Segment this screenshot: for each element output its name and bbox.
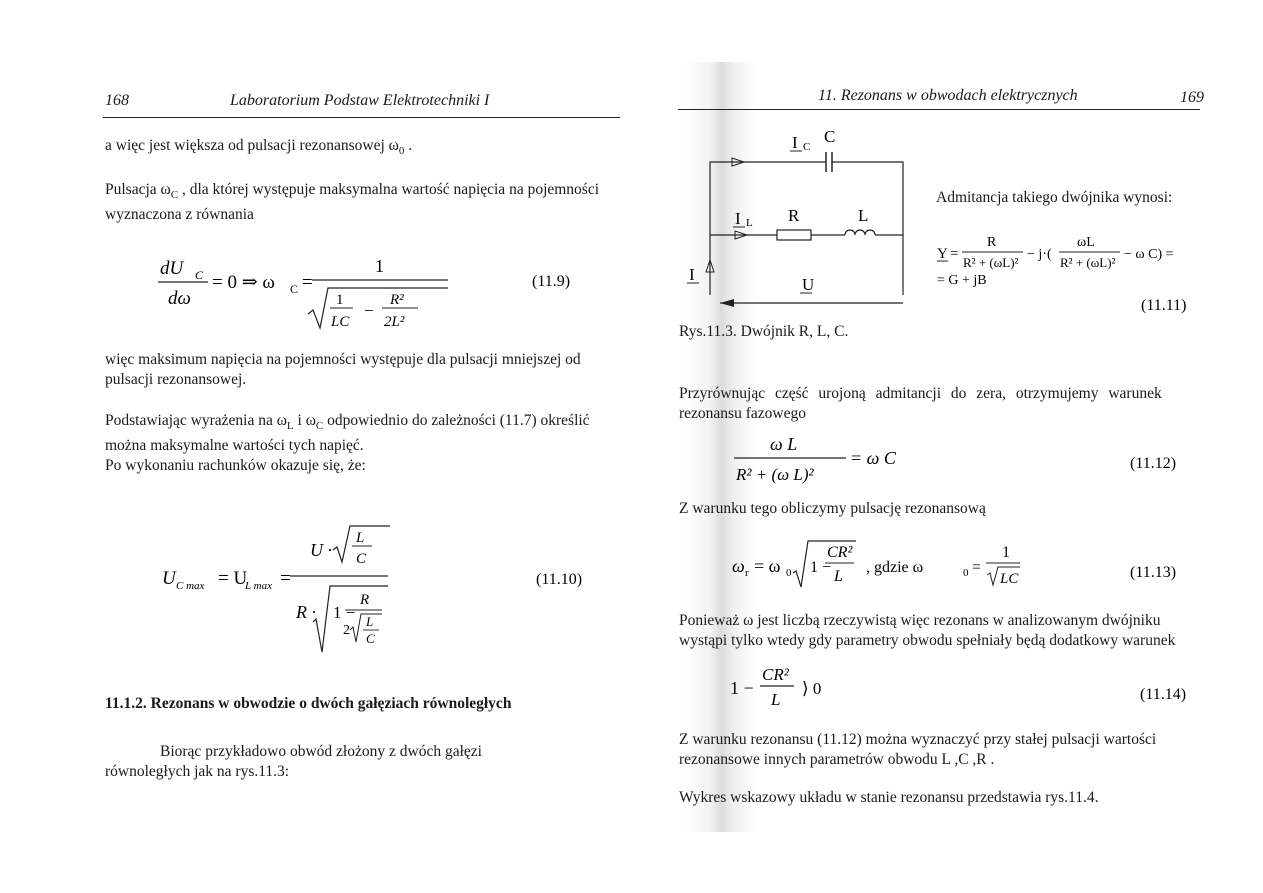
svg-text:(11.11): (11.11) [1141, 297, 1187, 314]
svg-text:U: U [162, 568, 176, 589]
svg-text:1: 1 [1002, 544, 1010, 561]
admittance-text: Admitancja takiego dwójnika wynosi: [936, 189, 1173, 206]
svg-text:(11.13): (11.13) [1130, 564, 1177, 581]
svg-text:= ω: = ω [754, 556, 781, 576]
svg-text:1: 1 [375, 256, 384, 276]
svg-text:= U: = U [218, 568, 248, 589]
svg-text:(11.9): (11.9) [532, 273, 571, 290]
right-page-number: 169 [1180, 89, 1204, 106]
left-page-number: 168 [105, 92, 129, 109]
svg-text:L: L [356, 530, 365, 546]
svg-text:=: = [302, 272, 313, 293]
equation-11-9 [150, 248, 610, 338]
svg-text:L: L [858, 206, 869, 225]
svg-text:=: = [280, 568, 291, 589]
circuit-diagram-rlc [680, 120, 910, 320]
svg-text:2L²: 2L² [384, 314, 405, 330]
svg-text:R² + (ω L)²: R² + (ω L)² [736, 465, 814, 484]
left-paragraph-1: a więc jest większa od pulsacji rezonansowej $\omega_0$ . [105, 137, 413, 158]
svg-text:L: L [771, 690, 781, 709]
svg-text:I: I [735, 209, 741, 228]
right-header-rule [678, 109, 1200, 110]
svg-text:LC: LC [331, 314, 350, 330]
svg-text:2: 2 [343, 623, 350, 638]
svg-text:R² + (ωL)²: R² + (ωL)² [963, 255, 1019, 270]
svg-text:dU: dU [160, 258, 184, 279]
svg-text:R: R [987, 235, 997, 250]
svg-text:− ω C) =: − ω C) = [1124, 247, 1174, 262]
svg-text:= G + jB: = G + jB [937, 273, 987, 288]
svg-text:U: U [802, 275, 815, 294]
svg-text:L: L [834, 568, 843, 585]
right-paragraph-2: Z warunku tego obliczymy pulsację rezonansową [679, 500, 986, 517]
svg-text:− j·(: − j·( [1027, 247, 1052, 262]
svg-text:1 −: 1 − [730, 678, 754, 698]
inductor-symbol [845, 230, 875, 235]
svg-text:(11.10): (11.10) [536, 571, 583, 588]
equation-11-10 [150, 512, 610, 662]
svg-text:C: C [195, 268, 204, 282]
svg-text:CR²: CR² [762, 665, 789, 684]
svg-text:ωL: ωL [1077, 235, 1095, 250]
left-paragraph-3: więc maksimum napięcia na pojemności występuje dla pulsacji mniejszej od pulsacji rezonansowej. [105, 351, 581, 388]
svg-text:C: C [366, 631, 375, 646]
svg-text:I: I [792, 133, 798, 152]
svg-text:U ·: U · [310, 540, 332, 560]
equation-11-14 [720, 660, 1200, 718]
svg-text:=: = [972, 559, 982, 576]
svg-text:R ·: R · [296, 602, 316, 622]
right-header-title: 11. Rezonans w obwodach elektrycznych [818, 87, 1078, 104]
right-paragraph-1: Przyrównując część urojoną admitancji do zera, otrzymujemy warunek rezonansu fazowego [679, 385, 1162, 422]
section-heading-11-1-2: 11.1.2. Rezonans w obwodzie o dwóch gałęziach równoległych [105, 695, 512, 712]
right-paragraph-4: Z warunku rezonansu (11.12) można wyznaczyć przy stałej pulsacji wartości rezonansowe innych parametrów obwodu L ,C ,R . [679, 731, 1157, 768]
svg-text:=: = [950, 246, 959, 262]
svg-text:L: L [366, 614, 374, 629]
svg-text:0: 0 [963, 567, 969, 579]
svg-text:C: C [356, 551, 367, 567]
svg-text:R²: R² [390, 292, 404, 308]
svg-text:dω: dω [168, 288, 191, 309]
left-paragraph-4: Podstawiając wyrażenia na $\omega_L$ i $\omega_C$ odpowiednio do zależności (11.7) określić można maksymalne wartości tych napięć. Po wykonaniu rachunków okazuje się, że: [105, 412, 590, 475]
svg-text:r: r [745, 567, 749, 579]
svg-text:I: I [689, 265, 695, 284]
svg-text:1 −: 1 − [333, 603, 356, 622]
right-paragraph-3: Ponieważ ω jest liczbą rzeczywistą więc rezonans w analizowanym dwójniku wystąpi tylko wtedy gdy parametry obwodu spełniały będą dodatkowy warunek [679, 612, 1176, 649]
svg-text:ω: ω [732, 556, 745, 576]
svg-text:1: 1 [336, 292, 344, 308]
svg-text:(11.14): (11.14) [1140, 686, 1187, 703]
circuit-wire-right [832, 162, 903, 295]
u-arrow-icon [720, 299, 734, 307]
svg-text:C: C [803, 141, 811, 153]
equation-11-12 [730, 428, 1200, 490]
equation-11-11 [935, 222, 1210, 322]
svg-text:L: L [746, 217, 753, 229]
svg-text:= ω C: = ω C [850, 448, 896, 468]
left-header-rule [103, 117, 620, 118]
figure-caption: Rys.11.3. Dwójnik R, L, C. [679, 323, 849, 340]
svg-text:C max: C max [176, 580, 205, 592]
svg-text:(11.12): (11.12) [1130, 455, 1177, 472]
resistor-symbol [777, 230, 811, 240]
right-paragraph-5: Wykres wskazowy układu w stanie rezonansu przedstawia rys.11.4. [679, 789, 1099, 806]
left-header-title: Laboratorium Podstaw Elektrotechniki I [230, 92, 490, 109]
left-paragraph-2: Pulsacja $\omega_C$ , dla której występuje maksymalna wartość napięcia na pojemności wyznaczona z równania [105, 181, 600, 224]
svg-text:⟩ 0: ⟩ 0 [802, 679, 822, 698]
svg-text:ω L: ω L [770, 434, 798, 454]
svg-text:CR²: CR² [827, 544, 853, 561]
svg-text:Y: Y [937, 246, 948, 262]
svg-text:, gdzie ω: , gdzie ω [866, 559, 924, 576]
svg-text:L max: L max [245, 580, 272, 592]
svg-text:= 0 ⇒ ω: = 0 ⇒ ω [212, 272, 275, 293]
equation-11-13 [720, 535, 1200, 597]
svg-text:−: − [364, 301, 374, 320]
svg-text:C: C [824, 127, 836, 146]
svg-text:R: R [360, 592, 370, 608]
svg-text:LC: LC [1000, 571, 1019, 587]
svg-text:R² + (ωL)²: R² + (ωL)² [1060, 255, 1116, 270]
svg-text:C: C [290, 282, 299, 296]
left-paragraph-5: Biorąc przykładowo obwód złożony z dwóch gałęzi równoległych jak na rys.11.3: [105, 743, 482, 780]
svg-text:0: 0 [786, 567, 792, 579]
svg-text:1 −: 1 − [810, 559, 832, 576]
svg-text:R: R [788, 206, 800, 225]
